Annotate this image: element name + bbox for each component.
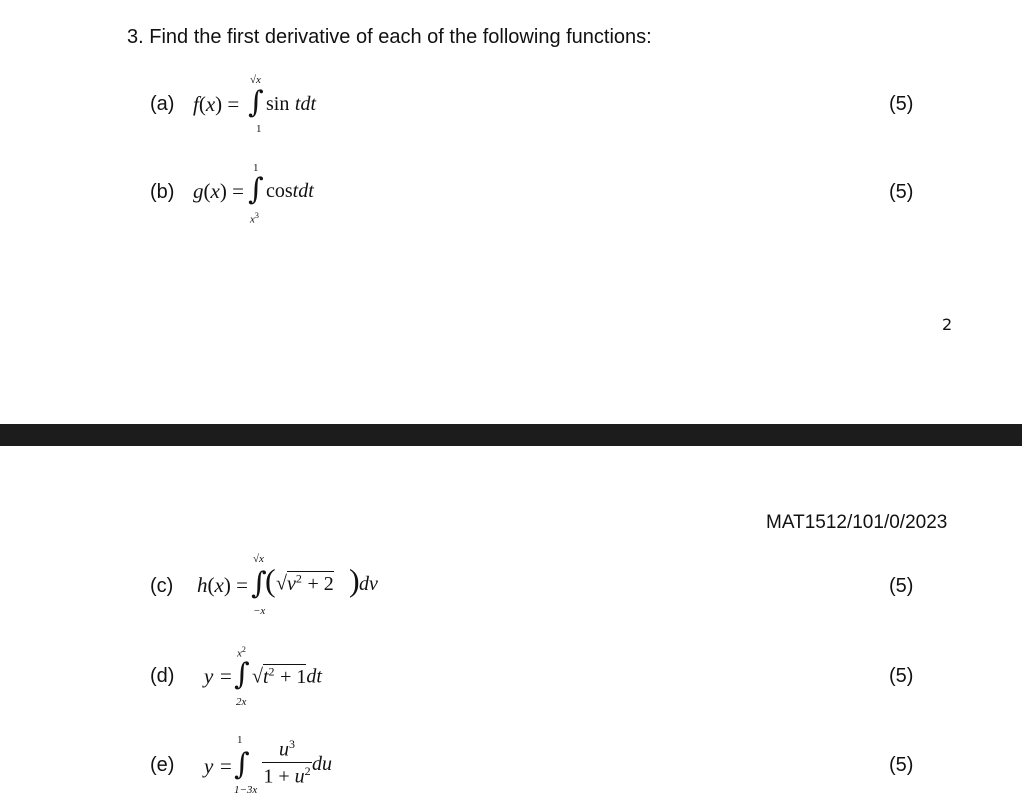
item-a-marks: (5) — [889, 93, 914, 115]
item-b-label: (b) — [150, 181, 175, 203]
item-d-upper-limit: x — [237, 647, 242, 660]
course-code: MAT1512/101/0/2023 — [766, 512, 948, 533]
item-b-function-name: g — [193, 179, 204, 203]
item-e-marks: (5) — [889, 754, 914, 776]
item-a-function-name: f — [193, 92, 199, 116]
item-b-formula: g(x) = 1 ∫ $x^3$ costdt — [193, 162, 314, 226]
item-e-fraction — [262, 737, 312, 789]
integral-sign: ∫ — [234, 747, 250, 782]
right-paren: ) — [349, 562, 360, 598]
item-e-numerator-var: u — [279, 738, 289, 761]
item-c-label: (c) — [150, 575, 174, 597]
item-c-function-name: h — [197, 573, 208, 597]
item-a-integrand-fn: sin — [266, 93, 290, 115]
item-b-upper-limit: 1 — [253, 162, 259, 174]
left-paren: ( — [265, 562, 276, 598]
item-c-radicand-rest: + 2 — [307, 572, 334, 595]
item-a-integrand-rest: tdt — [294, 93, 317, 115]
item-c-lower-limit: −x — [253, 605, 266, 617]
item-d-label: (d) — [150, 665, 175, 687]
integral-sign: ∫ — [248, 85, 264, 120]
page-divider — [0, 424, 1022, 446]
item-a-function-var: x — [205, 92, 216, 116]
item-e-numerator-exp: 3 — [289, 737, 295, 751]
item-c-radicand-exp: 2 — [295, 571, 302, 585]
item-b-function-var: x — [210, 179, 220, 203]
item-d-upper-exponent: 2 — [241, 645, 246, 654]
item-d-marks: (5) — [889, 665, 914, 687]
item-b-integrand-rest: tdt — [292, 180, 314, 202]
item-a-label: (a) — [150, 93, 175, 115]
item-b-lower-exponent: 3 — [254, 211, 259, 220]
question-heading: 3. Find the first derivative of each of the following functions: — [127, 26, 652, 48]
page-number: 2 — [942, 315, 953, 334]
item-a-upper-limit: √x — [250, 74, 261, 86]
item-c-function-var: x — [214, 573, 224, 597]
item-c-formula: h(x) = √x ∫ −x ( $√v^2 + 2$ ) dv — [197, 553, 378, 617]
item-d-radicand-rest: + 1 — [280, 665, 307, 688]
item-e-differential: du — [312, 753, 332, 775]
item-e-denominator-exp: 2 — [304, 764, 311, 779]
item-a-formula: f(x) = √x ∫ 1 sin tdt — [193, 74, 317, 135]
item-e-lower-limit: 1−3x — [234, 784, 258, 796]
item-d-radicand-exp: 2 — [268, 664, 275, 678]
item-d-formula — [204, 644, 424, 708]
item-c-differential: dv — [359, 573, 378, 595]
item-d-differential: dt — [306, 665, 322, 688]
sqrt-sign: √ — [252, 665, 263, 688]
item-b-lower-limit: x — [250, 213, 255, 226]
integral-sign: ∫ — [248, 172, 264, 207]
fraction-bar — [262, 762, 312, 763]
item-b-integrand-fn: cos — [266, 180, 293, 202]
item-e-formula — [204, 734, 424, 798]
item-d-lhs: y = — [204, 664, 233, 688]
item-e-upper-limit: 1 — [237, 734, 243, 746]
sqrt-sign: √ — [276, 572, 287, 595]
item-b-marks: (5) — [889, 181, 914, 203]
item-e-denominator-prefix: 1 + — [263, 765, 295, 788]
item-a-lower-limit: 1 — [256, 123, 262, 135]
item-d-radicand-var: t — [262, 665, 269, 688]
item-e-denominator-var: u — [294, 765, 305, 788]
item-d-lower-limit: 2x — [236, 696, 247, 708]
integral-sign: ∫ — [251, 566, 267, 601]
item-c-radicand-var: v — [286, 572, 296, 595]
item-c-marks: (5) — [889, 575, 914, 597]
integral-sign: ∫ — [234, 657, 250, 692]
item-e-label: (e) — [150, 754, 175, 776]
item-e-lhs: y = — [204, 754, 233, 778]
item-c-upper-limit: √x — [253, 553, 264, 565]
